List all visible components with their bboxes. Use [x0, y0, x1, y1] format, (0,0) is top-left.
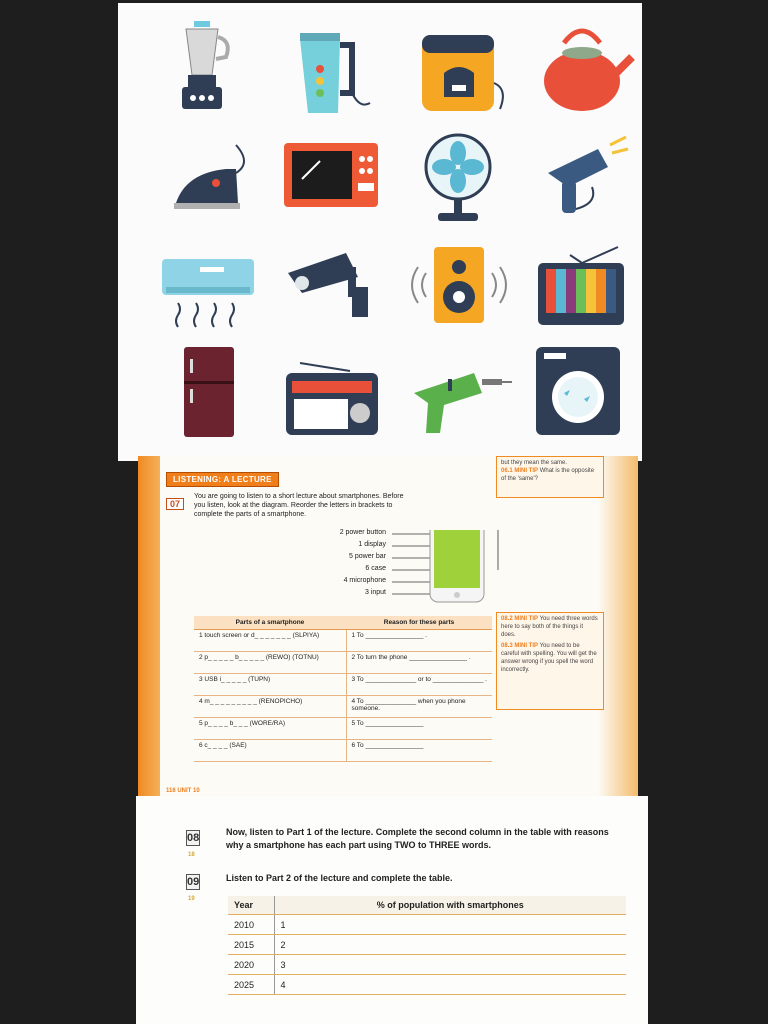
diagram-label: 4 microphone — [343, 577, 386, 584]
tip-mid-head2: 08.3 MINI TIP — [501, 643, 539, 650]
col-reason-header: Reason for these parts — [346, 616, 492, 630]
diagram-label: 1 display — [358, 541, 386, 548]
table-row — [194, 674, 492, 696]
iron-icon — [156, 123, 266, 227]
table-row — [228, 935, 626, 955]
reason-cell: 2 To turn the phone ________________ . — [346, 652, 492, 674]
blender-icon — [156, 13, 266, 117]
part-cell: 6 c_ _ _ _ (SAE) — [194, 740, 346, 762]
year-cell: 2025 — [228, 975, 274, 995]
exercise-07-number: 07 — [166, 498, 184, 510]
table-row — [194, 652, 492, 674]
tip-top-line1: but they mean the same. — [501, 460, 568, 466]
listening-page — [138, 456, 638, 798]
page-orange-band — [138, 456, 160, 798]
section-title: LISTENING: A LECTURE — [166, 472, 279, 487]
year-cell: 2010 — [228, 915, 274, 935]
hair-dryer-icon — [528, 123, 638, 227]
speaker-icon — [404, 233, 514, 337]
tip-top-text: What is the opposite of the 'same'? — [501, 467, 595, 482]
washing-machine-icon — [528, 343, 638, 447]
year-cell: 2015 — [228, 935, 274, 955]
exercise-09-instructions: Listen to Part 2 of the lecture and complete the table. — [226, 873, 453, 883]
part-cell: 1 touch screen or d_ _ _ _ _ _ _ (SLPIYA) — [194, 630, 346, 652]
col-pct-header: % of population with smartphones — [274, 896, 626, 915]
tip-top-head: 06.1 MINI TIP — [501, 467, 539, 474]
microwave-icon — [280, 123, 390, 227]
answer-number: 3 — [274, 955, 626, 975]
tip-mid-text2: You need to be careful with spelling. You will get the answer wrong if you spell the word incorrectly. — [501, 643, 597, 673]
audio-track-18-icon: 18 — [188, 852, 195, 858]
table-row — [194, 630, 492, 652]
part-cell: 2 p_ _ _ _ _ b_ _ _ _ _ (REWO) (TOTNU) — [194, 652, 346, 674]
exercise-07-instructions: You are going to listen to a short lecture about smartphones. Before you listen, look at the diagram. Reorder the letters in brackets to complete the parts of a smartphone. — [194, 493, 404, 519]
exercise-08-number: 08 — [187, 832, 200, 844]
reason-cell: 4 To ______________ when you phone someone. — [346, 696, 492, 718]
radio-icon — [280, 343, 390, 447]
smartphone-diagram — [388, 530, 508, 610]
icon-grid — [118, 3, 642, 447]
drill-icon — [404, 343, 514, 447]
table-row — [228, 975, 626, 995]
diagram-label: 6 case — [365, 565, 386, 572]
answer-number: 4 — [274, 975, 626, 995]
refrigerator-icon — [156, 343, 266, 447]
table-row — [194, 696, 492, 718]
exercise-09-badge — [186, 874, 200, 890]
exercise-page — [136, 796, 648, 1024]
col-year-header: Year — [228, 896, 274, 915]
part-cell: 3 USB i_ _ _ _ _ (TUPN) — [194, 674, 346, 696]
television-icon — [528, 233, 638, 337]
teapot-icon — [528, 13, 638, 117]
diagram-label: 5 power bar — [349, 553, 386, 560]
mini-tip-middle — [496, 612, 604, 710]
tip-mid-head1: 08.2 MINI TIP — [501, 616, 539, 622]
exercise-08-badge — [186, 830, 200, 846]
smartphone-icon — [430, 530, 484, 602]
parts-table — [194, 616, 492, 762]
col-parts-header: Parts of a smartphone — [194, 616, 346, 630]
exercise-08-instructions: Now, listen to Part 1 of the lecture. Complete the second column in the table with reasons why a smartphone has each part using TWO to THREE words. — [226, 827, 609, 850]
audio-track-19-icon: 19 — [188, 896, 195, 902]
reason-cell: 6 To ________________ — [346, 740, 492, 762]
rice-cooker-icon — [404, 13, 514, 117]
diagram-labels — [306, 529, 386, 601]
page-orange-edge — [598, 456, 638, 798]
diagram-label: 2 power button — [339, 529, 386, 536]
reason-cell: 5 To ________________ — [346, 718, 492, 740]
table-row — [228, 955, 626, 975]
exercise-09-number: 09 — [187, 876, 200, 888]
answer-number: 1 — [274, 915, 626, 935]
security-camera-icon — [280, 233, 390, 337]
appliance-icons-sheet — [118, 3, 642, 461]
diagram-label: 3 input — [364, 589, 386, 596]
tip-mid-text1: You need three words here to say both of the things it does. — [501, 616, 598, 638]
page-footer: 116 UNIT 10 — [166, 788, 200, 794]
reason-cell: 1 To ________________ . — [346, 630, 492, 652]
table-row — [194, 718, 492, 740]
part-cell: 5 p_ _ _ _ b_ _ _ (WORE/RA) — [194, 718, 346, 740]
air-conditioner-icon — [156, 233, 266, 337]
reason-cell: 3 To ______________ or to ______________ . — [346, 674, 492, 696]
answer-number: 2 — [274, 935, 626, 955]
table-row — [194, 740, 492, 762]
mini-tip-top — [496, 456, 604, 498]
table-row — [228, 915, 626, 935]
smartphone-population-table — [228, 896, 626, 995]
fan-icon — [404, 123, 514, 227]
year-cell: 2020 — [228, 955, 274, 975]
exercise-07-badge — [166, 494, 184, 512]
part-cell: 4 m_ _ _ _ _ _ _ _ _ (RENOPICHO) — [194, 696, 346, 718]
kettle-icon — [280, 13, 390, 117]
